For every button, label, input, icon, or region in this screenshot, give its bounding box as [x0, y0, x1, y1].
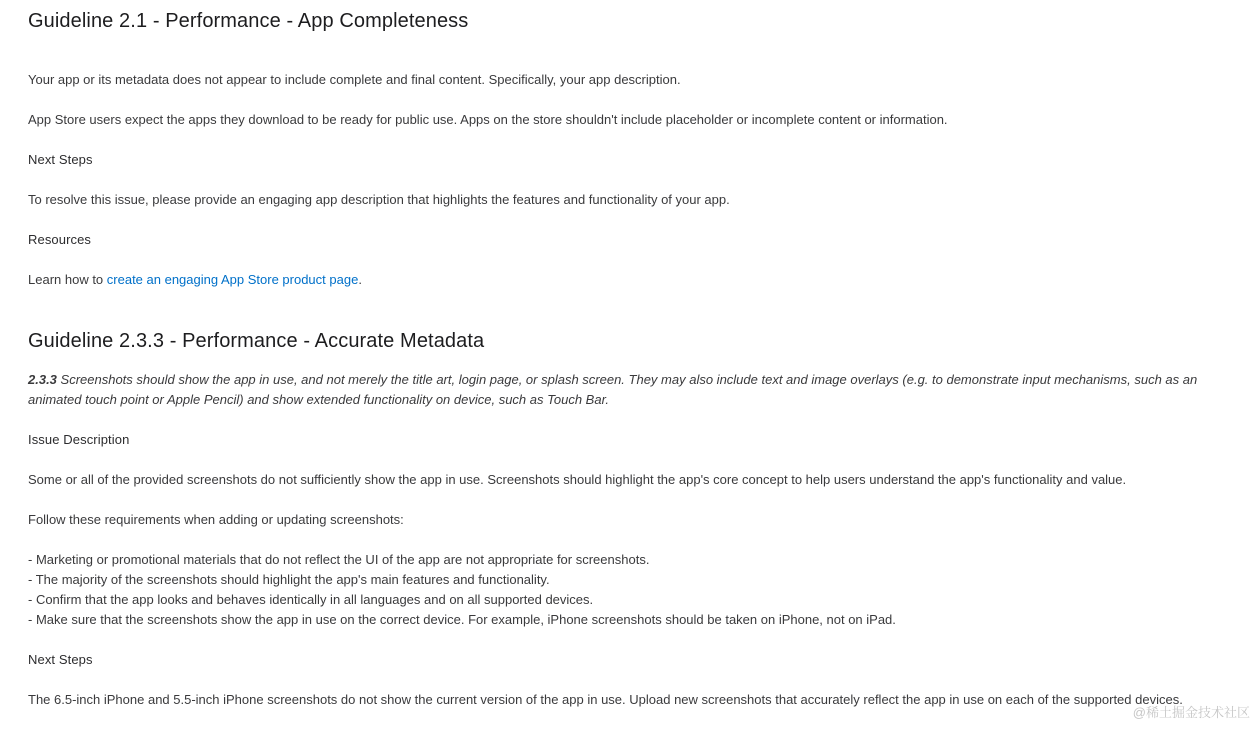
resources-suffix: . [358, 272, 362, 287]
guideline-2-3-3-next-steps-text: The 6.5-inch iPhone and 5.5-inch iPhone screenshots do not show the current version of the app in use. Upload new screenshots that accurately reflect the app in use on each of the supported devices. [28, 692, 1183, 707]
requirement-item: - Marketing or promotional materials that do not reflect the UI of the app are not appropriate for screenshots. [28, 552, 650, 567]
watermark: @稀土掘金技术社区 [1132, 705, 1250, 720]
guideline-2-3-3-next-steps-label: Next Steps [28, 652, 93, 667]
product-page-link[interactable]: create an engaging App Store product page [106, 272, 359, 287]
guideline-2-1-resources-label: Resources [28, 232, 92, 247]
guideline-2-1-next-steps-text: To resolve this issue, please provide an engaging app description that highlights the features and functionality of your app. [28, 192, 730, 207]
issue-description-label: Issue Description [28, 432, 130, 447]
requirement-item: - Confirm that the app looks and behaves identically in all languages and on all supported devices. [28, 592, 594, 607]
guideline-2-3-3-text-line-1 [28, 370, 1197, 390]
guideline-number: 2.3.3 [28, 372, 57, 387]
guideline-2-3-3-text-line-2: animated touch point or Apple Pencil) and show extended functionality on device, such as Touch Bar. [28, 392, 610, 407]
guideline-text-line-1: Screenshots should show the app in use, and not merely the title art, login page, or splash screen. They may also include text and image overlays (e.g. to demonstrate input mechanisms, such as an [56, 372, 1198, 387]
guideline-2-1-title: Guideline 2.1 - Performance - App Completeness [28, 10, 469, 32]
issue-description-text: Some or all of the provided screenshots do not sufficiently show the app in use. Screenshots should highlight the app's core concept to help users understand the app's functionality and value. [28, 472, 1127, 487]
guideline-2-1-next-steps-label: Next Steps [28, 152, 93, 167]
guideline-2-1-resources-text [28, 270, 362, 290]
guideline-2-1-paragraph-2: App Store users expect the apps they download to be ready for public use. Apps on the store shouldn't include placeholder or incomplete content or information. [28, 112, 948, 127]
requirement-item: - Make sure that the screenshots show the app in use on the correct device. For example, iPhone screenshots should be taken on iPhone, not on iPad. [28, 612, 896, 627]
requirements-intro: Follow these requirements when adding or updating screenshots: [28, 512, 404, 527]
guideline-2-1-paragraph-1: Your app or its metadata does not appear to include complete and final content. Specifically, your app description. [28, 72, 681, 87]
requirement-item: - The majority of the screenshots should highlight the app's main features and functionality. [28, 572, 550, 587]
guideline-2-3-3-title: Guideline 2.3.3 - Performance - Accurate Metadata [28, 330, 485, 352]
resources-prefix: Learn how to [28, 272, 107, 287]
